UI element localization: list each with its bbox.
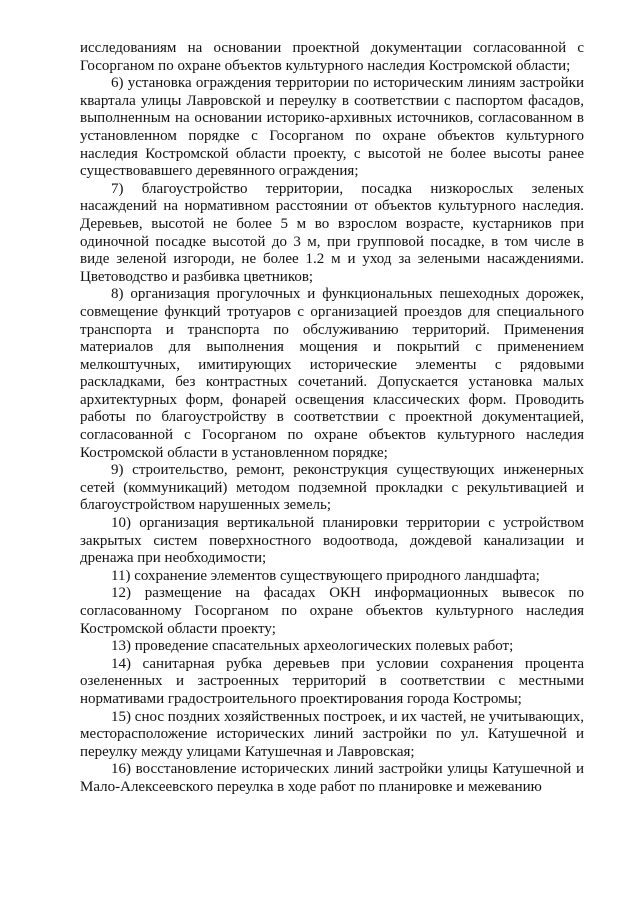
document-paragraph: 9) строительство, ремонт, реконструкция существующих инженерных сетей (коммуникаций) методом подземной прокладки с рекультивацией и благоустройством нарушенных земель; (80, 462, 584, 514)
document-paragraph: 10) организация вертикальной планировки территории с устройством закрытых систем поверхностного водоотвода, дождевой канализации и дренажа при необходимости; (80, 515, 584, 567)
document-paragraph: 7) благоустройство территории, посадка низкорослых зеленых насаждений на нормативном расстоянии от объектов культурного наследия. Деревьев, высотой не более 5 м во взрослом возрасте, кустарников при одиночной посадке высотой до 3 м, при групповой посадке, в том числе в виде зеленой изгороди, не более 1.2 м и уход за зелеными насаждениями. Цветоводство и разбивка цветников; (80, 180, 584, 285)
document-page (80, 40, 584, 797)
document-paragraph: 8) организация прогулочных и функциональных пешеходных дорожек, совмещение функций тротуаров с организацией проездов для специального транспорта и транспорта по обслуживанию территорий. Применения материалов для выполнения мощения и покрытий с применением мелкоштучных, имитирующих исторические элементы с рядовыми раскладками, без контрастных сочетаний. Допускается установка малых архитектурных форм, фонарей освещения классических форм. Проводить работы по благоустройству в соответствии с проектной документацией, согласованной с Госорганом по охране объектов культурного наследия Костромской области в установленном порядке; (80, 286, 584, 461)
document-paragraph: 11) сохранение элементов существующего природного ландшафта; (111, 567, 540, 584)
document-paragraph: 13) проведение спасательных археологических полевых работ; (111, 638, 514, 655)
document-paragraph: 15) снос поздних хозяйственных построек, и их частей, не учитывающих, месторасположение исторических линий застройки по ул. Катушечной и переулку между улицами Катушечная и Лавровская; (80, 708, 584, 760)
document-paragraph: 14) санитарная рубка деревьев при условии сохранения процента озелененных и застроенных территорий в соответствии с местными нормативами градостроительного проектирования города Костромы; (80, 655, 584, 707)
document-paragraph: 16) восстановление исторических линий застройки улицы Катушечной и Мало-Алексеевского переулка в ходе работ по планировке и межеванию (80, 761, 584, 795)
document-paragraph: 12) размещение на фасадах ОКН информационных вывесок по согласованному Госорганом по охране объектов культурного наследия Костромской области проекту; (80, 585, 584, 637)
document-paragraph: исследованиям на основании проектной документации согласованной с Госорганом по охране объектов культурного наследия Костромской области; (80, 40, 584, 74)
document-paragraph: 6) установка ограждения территории по историческим линиям застройки квартала улицы Лавровской и переулку в соответствии с паспортом фасадов, выполненным на основании историко-архивных источников, согласованном в установленном порядке с Госорганом по охране объектов культурного наследия Костромской области проекту, с высотой не более высоты ранее существовавшего деревянного ограждения; (80, 75, 584, 180)
